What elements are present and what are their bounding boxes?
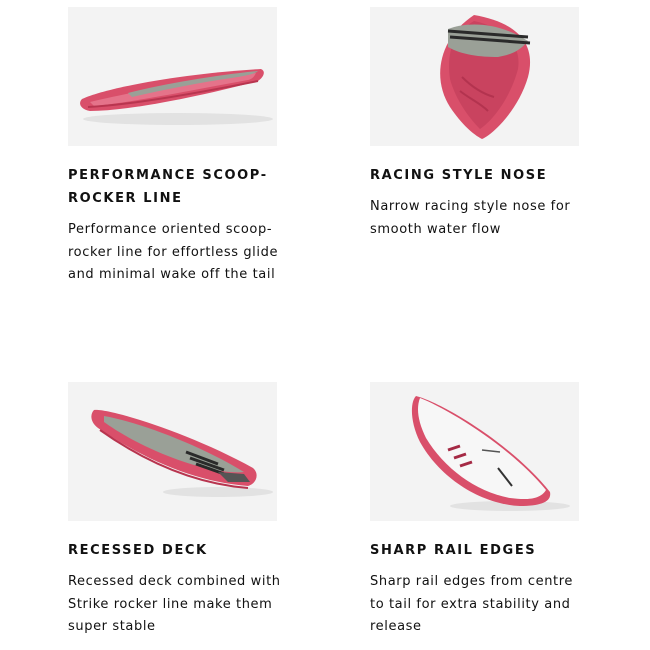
feature-title: RACING STYLE NOSE bbox=[370, 168, 548, 183]
feature-card-sharp-rails bbox=[370, 382, 580, 639]
feature-title: PERFORMANCE SCOOP-ROCKER LINE bbox=[68, 168, 268, 206]
board-nose-image bbox=[370, 7, 579, 146]
feature-title: SHARP RAIL EDGES bbox=[370, 543, 537, 558]
feature-card-racing-nose bbox=[370, 7, 580, 241]
board-bottom-image bbox=[370, 382, 579, 521]
feature-card-recessed-deck bbox=[68, 382, 281, 639]
feature-card-scoop-rocker bbox=[68, 7, 278, 287]
board-side-profile-image bbox=[68, 7, 277, 146]
board-deck-image bbox=[68, 382, 277, 521]
feature-description: Performance oriented scoop-rocker line for effortless glide and minimal wake off the tail bbox=[68, 222, 279, 283]
feature-title: RECESSED DECK bbox=[68, 543, 208, 558]
feature-description: Sharp rail edges from centre to tail for extra stability and release bbox=[370, 574, 573, 635]
feature-description: Recessed deck combined with Strike rocker line make them super stable bbox=[68, 574, 281, 635]
feature-description: Narrow racing style nose for smooth water flow bbox=[370, 199, 571, 237]
